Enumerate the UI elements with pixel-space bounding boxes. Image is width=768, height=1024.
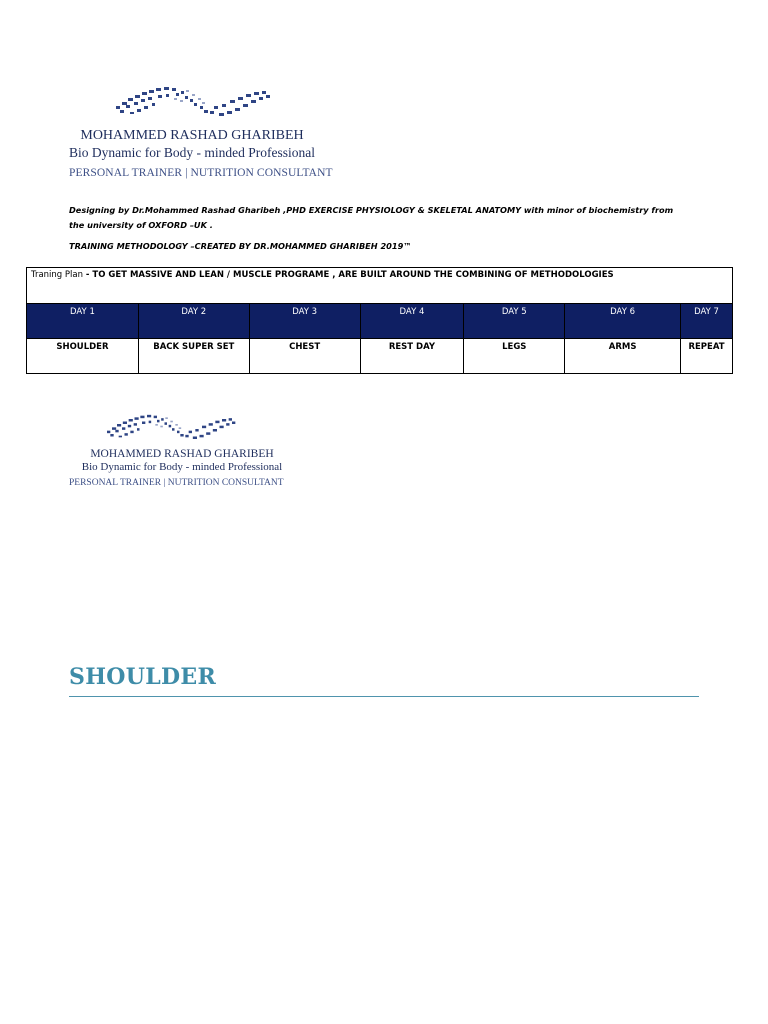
day-header-1: DAY 1	[27, 304, 139, 339]
logo-name: MOHAMMED RASHAD GHARIBEH	[90, 448, 274, 460]
brand-logo-bottom	[66, 414, 288, 488]
day-header-7: DAY 7	[681, 304, 733, 339]
dna-helix-icon	[114, 86, 274, 122]
logo-role: PERSONAL TRAINER | NUTRITION CONSULTANT	[69, 478, 284, 488]
day-header-3: DAY 3	[249, 304, 360, 339]
designer-credit: Designing by Dr.Mohammed Rashad Gharibeh ,PHD EXERCISE PHYSIOLOGY & SKELETAL ANATOMY with minor of biochemistry from the university of OXFORD –UK .	[69, 205, 674, 230]
day-header-6: DAY 6	[565, 304, 681, 339]
dna-helix-icon	[104, 414, 240, 444]
logo-tagline: Bio Dynamic for Body - minded Professional	[81, 461, 283, 473]
section-divider	[69, 696, 699, 697]
training-plan-table	[26, 267, 733, 374]
brand-logo-top	[66, 86, 333, 179]
day-header-5: DAY 5	[464, 304, 565, 339]
plan-title-text: - TO GET MASSIVE AND LEAN / MUSCLE PROGRAME , ARE BUILT AROUND THE COMBINING OF METHODOLOGIES	[82, 270, 614, 280]
section-title: SHOULDER	[69, 664, 217, 690]
day-header-4: DAY 4	[360, 304, 464, 339]
activity-day-4: REST DAY	[360, 339, 464, 374]
plan-title-prefix: Traning Plan	[31, 270, 83, 280]
day-header-2: DAY 2	[138, 304, 249, 339]
logo-role: PERSONAL TRAINER | NUTRITION CONSULTANT	[69, 167, 333, 179]
activity-day-1: SHOULDER	[27, 339, 139, 374]
logo-name: MOHAMMED RASHAD GHARIBEH	[80, 128, 304, 143]
activity-row	[27, 339, 733, 374]
activity-day-7: REPEAT	[681, 339, 733, 374]
plan-title-row	[27, 268, 733, 304]
activity-day-6: ARMS	[565, 339, 681, 374]
methodology-credit: TRAINING METHODOLOGY –CREATED BY DR.MOHAMMED GHARIBEH 2019™	[69, 241, 412, 251]
logo-tagline: Bio Dynamic for Body - minded Professional	[69, 145, 315, 160]
activity-day-3: CHEST	[249, 339, 360, 374]
day-header-row	[27, 304, 733, 339]
activity-day-5: LEGS	[464, 339, 565, 374]
activity-day-2: BACK SUPER SET	[138, 339, 249, 374]
plan-title-cell	[27, 268, 733, 304]
